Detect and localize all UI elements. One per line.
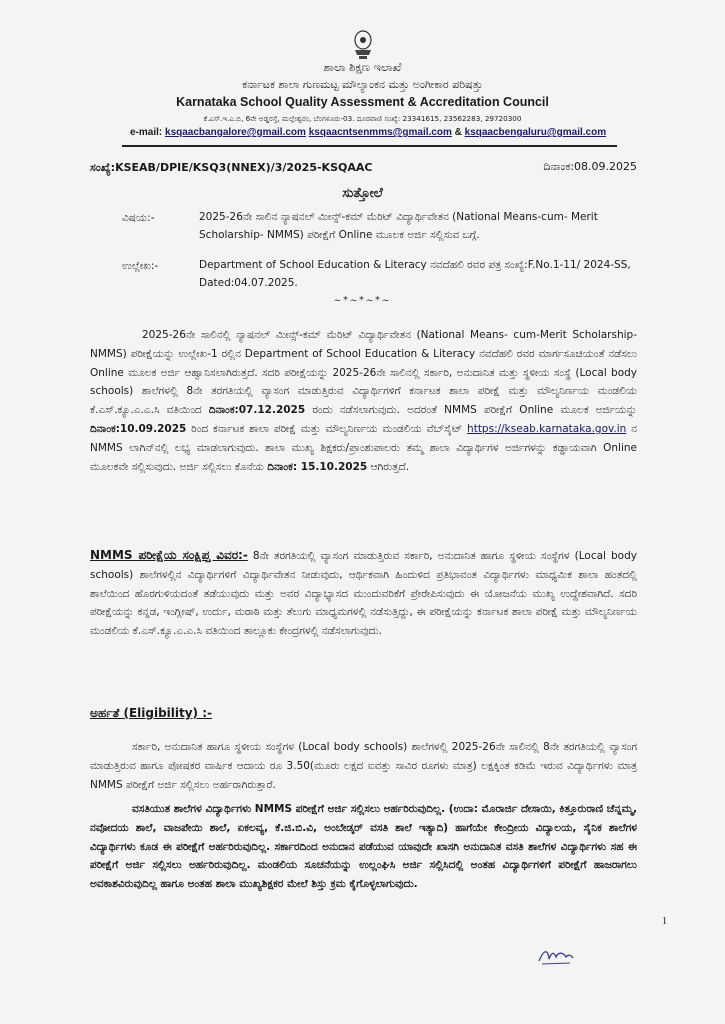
email-separator: & [451, 127, 465, 138]
intro-text-b: ರಂದು ನಡೆಸಲಾಗುವುದು. ಅದರಂತೆ NMMS ಪರೀಕ್ಷೆಗೆ Online ಮೂಲಕ ಅರ್ಜಿಯನ್ನು [305, 404, 637, 417]
office-address: ಕೆ.ಎಸ್.ಇ.ಎ.ಬಿ, 6ನೇ ಅಡ್ಡರಸ್ತೆ, ಮಲ್ಲೇಶ್ವರಂ, ಬೆಂಗಳೂರು-03. ದೂರವಾಣಿ ಸಂಖ್ಯೆ: 23341615, 23562283, 29720300 [203, 114, 522, 123]
intro-text-a: 2025-26ನೇ ಸಾಲಿನಲ್ಲಿ ನ್ಯಾಷನಲ್ ಮೀನ್ಸ್-ಕಮ್ ಮೆರಿಟ್ ವಿದ್ಯಾರ್ಥಿವೇತನ (National Means- cum-Merit Scholarship- NMMS) ಪರೀಕ್ಷೆಯನ್ನು ಉಲ್ಲೇಖ-1 ರಲ್ಲಿನ Department of School Education & Literacy ನವದೆಹಲಿ ರವರ ಮಾರ್ಗಸೂಚಿಯಂತೆ ನಡೆಸಲು Online ಮೂಲಕ ಅರ್ಜಿ ಆಹ್ವಾನಿಸಲಾಗಿರುತ್ತದೆ. ಸದರಿ ಪರೀಕ್ಷೆಯನ್ನು 2025-26ನೇ ಸಾಲಿನಲ್ಲಿ ಸರ್ಕಾರಿ, ಅನುದಾನಿತ ಮತ್ತು ಸ್ಥಳೀಯ ಸಂಸ್ಥೆ (Local body schools) ಶಾಲೆಗಳಲ್ಲಿ 8ನೇ ತರಗತಿಯಲ್ಲಿ ವ್ಯಾಸಂಗ ಮಾಡುತ್ತಿರುವ ವಿದ್ಯಾರ್ಥಿಗಳಿಗೆ ಕರ್ನಾಟಕ ಶಾಲಾ ಪರೀಕ್ಷೆ ಮತ್ತು ಮೌಲ್ಯನಿರ್ಣಯ ಮಂಡಲಿಯ ಕೆ.ಎಸ್.ಕ್ಯೂ.ಎ.ಎ.ಸಿ ವತಿಯಿಂದ [90, 329, 637, 417]
council-name-kannada: ಕರ್ನಾಟಕ ಶಾಲಾ ಗುಣಮಟ್ಟ ಮೌಲ್ಯಾಂಕನ ಮತ್ತು ಅಂಗೀಕಾರ ಪರಿಷತ್ತು [242, 78, 483, 91]
state-emblem-icon [350, 28, 376, 62]
intro-paragraph [90, 326, 637, 476]
reference-label: ಉಲ್ಲೇಖ:- [122, 260, 159, 272]
eligibility-paragraph-1: ಸರ್ಕಾರಿ, ಅನುದಾನಿತ ಹಾಗೂ ಸ್ಥಳೀಯ ಸಂಸ್ಥೆಗಳ (Local body schools) ಶಾಲೆಗಳಲ್ಲಿ 2025-26ನೇ ಸಾಲಿನಲ್ಲಿ 8ನೇ ತರಗತಿಯಲ್ಲಿ ವ್ಯಾಸಂಗ ಮಾಡುತ್ತಿರುವ ಹಾಗೂ ಪೋಷಕರ ವಾರ್ಷಿಕ ಆದಾಯ ರೂ 3.50(ಮೂರು ಲಕ್ಷದ ಐವತ್ತು ಸಾವಿರ ರೂಗಳು ಮಾತ್ರ) ಲಕ್ಷಕ್ಕಿಂತ ಕಡಿಮೆ ಇರುವ ವಿದ್ಯಾರ್ಥಿಗಳು ಮಾತ್ರ NMMS ಪರೀಕ್ಷೆಗೆ ಅರ್ಜಿ ಸಲ್ಲಿಸಲು ಅರ್ಹರಾಗಿರುತ್ತಾರೆ. [90, 741, 637, 791]
subject-label: ವಿಷಯ:- [122, 212, 155, 224]
email-link-1[interactable]: ksqaacbangalore@gmail.com [165, 127, 306, 138]
nmms-summary-paragraph [90, 546, 637, 641]
email-line [130, 127, 606, 138]
reference-text: Department of School Education & Literacy ನವದೆಹಲಿ ರವರ ಪತ್ರ ಸಂಖ್ಯೆ:F.No.1-11/ 2024-SS, Dated:04.07.2025. [199, 259, 631, 289]
application-start-date: ದಿನಾಂಕ:10.09.2025 [90, 422, 187, 435]
application-last-date: ದಿನಾಂಕ: 15.10.2025 [267, 460, 368, 473]
signature-mark [536, 945, 576, 967]
nmms-summary-text: 8ನೇ ತರಗತಿಯಲ್ಲಿ ವ್ಯಾಸಂಗ ಮಾಡುತ್ತಿರುವ ಸರ್ಕಾರಿ, ಅನುದಾನಿತ ಹಾಗೂ ಸ್ಥಳೀಯ ಸಂಸ್ಥೆಗಳ (Local body schools) ಶಾಲೆಗಳಲ್ಲಿನ ವಿದ್ಯಾರ್ಥಿಗಳಿಗೆ ವಿದ್ಯಾರ್ಥಿವೇತನ ನೀಡುವುದು, ಆರ್ಥಿಕವಾಗಿ ಹಿಂದುಳಿದ ಪ್ರತಿಭಾವಂತ ವಿದ್ಯಾರ್ಥಿಗಳು ಮಾಧ್ಯಮಿಕ ಶಾಲಾ ಹಂತದಲ್ಲಿ ಶಾಲೆಯಿಂದ ಹೊರಗುಳಿಯದಂತೆ ತಡೆಯುವುದು ಮತ್ತು ಅವರ ವಿದ್ಯಾಭ್ಯಾಸದ ಮುಂದುವರಿಕೆಗೆ ಪ್ರೇರೇಪಿಸುವುದು ಈ ಯೋಜನೆಯ ಮುಖ್ಯ ಉದ್ದೇಶವಾಗಿದೆ. ಸದರಿ ಪರೀಕ್ಷೆಯನ್ನು ಕನ್ನಡ, ಇಂಗ್ಲೀಷ್, ಉರ್ದು, ಮರಾಠಿ ಮತ್ತು ತೆಲುಗು ಮಾಧ್ಯಮಗಳಲ್ಲಿ ನಡೆಸುತ್ತಿದ್ದು, ಈ ಪರೀಕ್ಷೆಯನ್ನು ಕರ್ನಾಟಕ ಶಾಲಾ ಪರೀಕ್ಷೆ ಮತ್ತು ಮೌಲ್ಯನಿರ್ಣಯ ಮಂಡಲಿಯ ಕೆ.ಎಸ್.ಕ್ಯೂ.ಎ.ಎ.ಸಿ ವತಿಯಿಂದ ತಾಲ್ಲೂಕು ಕೇಂದ್ರಗಳಲ್ಲಿ ನಡೆಸಲಾಗುವುದು. [90, 550, 637, 638]
header-divider [122, 145, 617, 147]
reference-number: ಸಂಖ್ಯೆ:KSEAB/DPIE/KSQ3(NNEX)/3/2025-KSQAAC [90, 161, 373, 174]
council-name-english: Karnataka School Quality Assessment & Accreditation Council [176, 95, 549, 109]
page-number: 1 [662, 916, 667, 927]
email-link-2[interactable]: ksqaacntsenmms@gmail.com [308, 127, 452, 138]
circular-title: ಸುತ್ತೋಲೆ [342, 186, 383, 201]
separator-stars: ~*~*~*~ [333, 296, 392, 306]
department-name: ಶಾಲಾ ಶಿಕ್ಷಣ ಇಲಾಖೆ [323, 60, 402, 74]
subject-text: 2025-26ನೇ ಸಾಲಿನ ನ್ಯಾಷನಲ್ ಮೀನ್ಸ್-ಕಮ್ ಮೆರಿಟ್ ವಿದ್ಯಾರ್ಥಿವೇತನ (National Means-cum- Merit Scholarship- NMMS) ಪರೀಕ್ಷೆಗೆ Online ಮೂಲಕ ಅರ್ಜಿ ಸಲ್ಲಿಸುವ ಬಗ್ಗೆ. [199, 211, 598, 241]
kseab-website-link[interactable]: https://kseab.karnataka.gov.in [467, 422, 627, 435]
nmms-summary-heading: NMMS ಪರೀಕ್ಷೆಯ ಸಂಕ್ಷಿಪ್ತ ವಿವರ:- [90, 548, 248, 562]
circular-date: ದಿನಾಂಕ:08.09.2025 [543, 160, 637, 173]
email-label: e-mail: [130, 127, 166, 138]
intro-text-c: ರಿಂದ ಕರ್ನಾಟಕ ಶಾಲಾ ಪರೀಕ್ಷೆ ಮತ್ತು ಮೌಲ್ಯನಿರ್ಣಯ ಮಂಡಲಿಯ ವೆಬ್‌ಸೈಟ್ [186, 422, 468, 435]
email-link-3[interactable]: ksqaacbengaluru@gmail.com [464, 127, 607, 138]
exam-date: ದಿನಾಂಕ:07.12.2025 [208, 404, 306, 417]
eligibility-paragraph-2: ವಸತಿಯುತ ಶಾಲೆಗಳ ವಿದ್ಯಾರ್ಥಿಗಳು NMMS ಪರೀಕ್ಷೆಗೆ ಅರ್ಜಿ ಸಲ್ಲಿಸಲು ಅರ್ಹರಿರುವುದಿಲ್ಲ. (ಉದಾ: ಮೊರಾರ್ಜಿ ದೇಸಾಯಿ, ಕಿತ್ತೂರುರಾಣಿ ಚೆನ್ನಮ್ಮ, ನವೋದಯ ಶಾಲೆ, ವಾಜಪೇಯಿ ಶಾಲೆ, ಏಕಲವ್ಯ, ಕೆ.ಜಿ.ಬಿ.ವಿ, ಅಂಬೇಡ್ಕರ್ ವಸತಿ ಶಾಲೆ ಇತ್ಯಾದಿ) ಹಾಗೆಯೇ ಕೇಂದ್ರೀಯ ವಿದ್ಯಾಲಯ, ಸೈನಿಕ ಶಾಲೆಗಳ ವಿದ್ಯಾರ್ಥಿಗಳು ಕೂಡ ಈ ಪರೀಕ್ಷೆಗೆ ಅರ್ಹರಿರುವುದಿಲ್ಲ. ಸರ್ಕಾರದಿಂದ ಅನುದಾನ ಪಡೆಯುವ ಯಾವುದೇ ಖಾಸಗಿ ಅನುದಾನಿತ ವಸತಿ ಶಾಲೆಗಳ ವಿದ್ಯಾರ್ಥಿಗಳು ಸಹ ಈ ಪರೀಕ್ಷೆಗೆ ಅರ್ಜಿ ಸಲ್ಲಿಸಲು ಅರ್ಹರಿರುವುದಿಲ್ಲ. ಮಂಡಲಿಯ ಸೂಚನೆಯನ್ನು ಉಲ್ಲಂಘಿಸಿ ಅರ್ಜಿ ಸಲ್ಲಿಸಿದಲ್ಲಿ ಅಂತಹ ವಿದ್ಯಾರ್ಥಿಗಳಿಗೆ ಪರೀಕ್ಷೆಗೆ ಹಾಜರಾಗಲು ಅವಕಾಶವಿರುವುದಿಲ್ಲ ಹಾಗೂ ಅಂತಹ ಶಾಲಾ ಮುಖ್ಯಶಿಕ್ಷಕರ ಮೇಲೆ ಶಿಸ್ತು ಕ್ರಮ ಕೈಗೊಳ್ಳಲಾಗುವುದು. [90, 803, 637, 891]
intro-text-e: ಆಗಿರುತ್ತದೆ. [367, 460, 410, 473]
eligibility-heading: ಅರ್ಹತೆ (Eligibility) :- [90, 706, 212, 720]
intro-text-d: ನ NMMS ಲಾಗಿನ್‌ನಲ್ಲಿ ಲಭ್ಯ ಮಾಡಲಾಗುವುದು. ಶಾಲಾ ಮುಖ್ಯ ಶಿಕ್ಷಕರು/ಪ್ರಾಂಶುಪಾಲರು ತಮ್ಮ ಶಾಲಾ ವಿದ್ಯಾರ್ಥಿಗಳ ಅರ್ಜಿಗಳನ್ನು ಕಡ್ಡಾಯವಾಗಿ Online ಮೂಲಕವೇ ಸಲ್ಲಿಸುವುದು. ಅರ್ಜಿ ಸಲ್ಲಿಸಲು ಕೊನೆಯ [90, 422, 637, 473]
